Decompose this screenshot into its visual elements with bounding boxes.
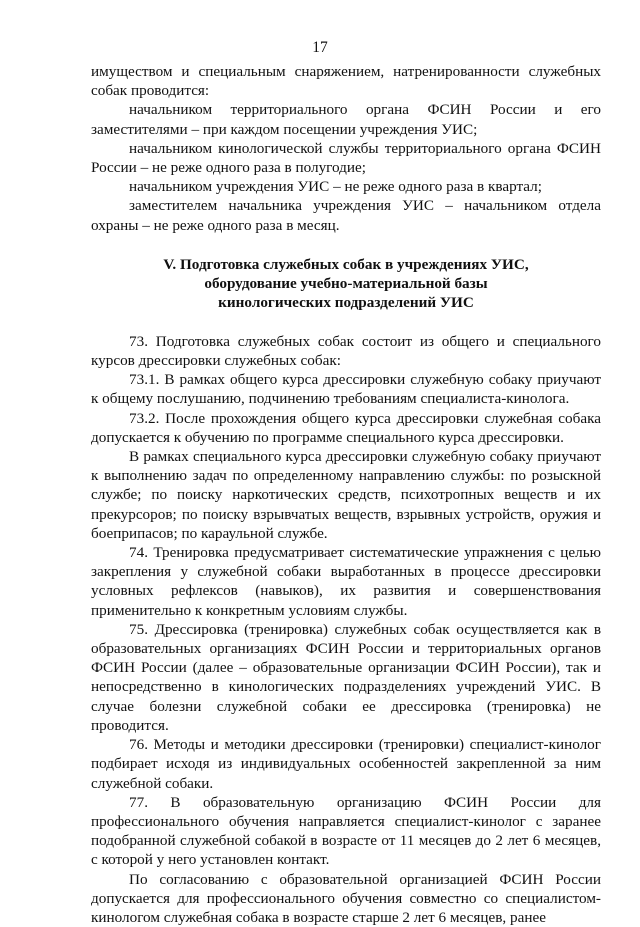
intro-item: начальником учреждения УИС – не реже одного раза в квартал; (129, 178, 542, 196)
intro-item: заместителем начальника учреждения УИС – начальником отдела охраны – не реже одного раза в месяц. (91, 197, 601, 234)
paragraph-77-continued: По согласованию с образовательной организацией ФСИН России допускается для профессионального обучения совместно со специалистом-кинологом служебная собака в возрасте старше 2 лет 6 месяцев, ранее (91, 870, 601, 926)
intro-lead: имуществом и специальным снаряжением, натренированности служебных собак проводится: (91, 63, 601, 100)
section-heading-line: кинологических подразделений УИС (218, 293, 474, 311)
paragraph-73-1: 73.1. В рамках общего курса дрессировки служебную собаку приучают к общему послушанию, подчинению требованиям специалиста-кинолога. (91, 371, 601, 408)
paragraph-77: 77. В образовательную организацию ФСИН России для профессионального обучения направляется специалист-кинолог с заранее подобранной служебной собакой в возрасте от 11 месяцев до 2 лет 6 месяцев, с которой у него установлен контакт. (91, 793, 601, 869)
intro-item: начальником кинологической службы территориального органа ФСИН России – не реже одного раза в полугодие; (91, 139, 601, 177)
paragraph-73: 73. Подготовка служебных собак состоит из общего и специального курсов дрессировки служебных собак: (91, 332, 601, 370)
section-heading-line: оборудование учебно-материальной базы (204, 274, 488, 292)
paragraph-special-course: В рамках специального курса дрессировки служебную собаку приучают к выполнению задач по определенному направлению службы: по розыскной службе; по поиску наркотических средств, психотропных веществ и их прекурсоров; по поиску взрывчатых веществ, взрывных устройств, оружия и боеприпасов; по караульной службе. (91, 448, 601, 542)
paragraph-74: 74. Тренировка предусматривает систематические упражнения с целью закрепления у служебной собаки выработанных в процессе дрессировки условных рефлексов (навыков), их развития и совершенствования применительно к конкретным условиям службы. (91, 544, 601, 619)
paragraph-73-2: 73.2. После прохождения общего курса дрессировки служебная собака допускается к обучению по программе специального курса дрессировки. (91, 409, 601, 446)
section-heading (91, 255, 601, 312)
intro-item: начальником территориального органа ФСИН России и его заместителями – при каждом посещении учреждения УИС; (91, 101, 601, 138)
paragraph-75: 75. Дрессировка (тренировка) служебных собак осуществляется как в образовательных организациях ФСИН России и территориальных органов ФСИН России (далее – образовательные организации ФСИН России), так и непосредственно в кинологических подразделениях учреждений УИС. В случае болезни служебной собаки ее дрессировка (тренировка) не проводится. (91, 620, 601, 734)
paragraph-76: 76. Методы и методики дрессировки (тренировки) специалист-кинолог подбирает исходя из индивидуальных особенностей закрепленной за ним служебной собаки. (91, 736, 601, 792)
page-number: 17 (312, 39, 328, 56)
section-heading-line: V. Подготовка служебных собак в учреждениях УИС, (163, 255, 529, 273)
document-body (91, 62, 601, 927)
